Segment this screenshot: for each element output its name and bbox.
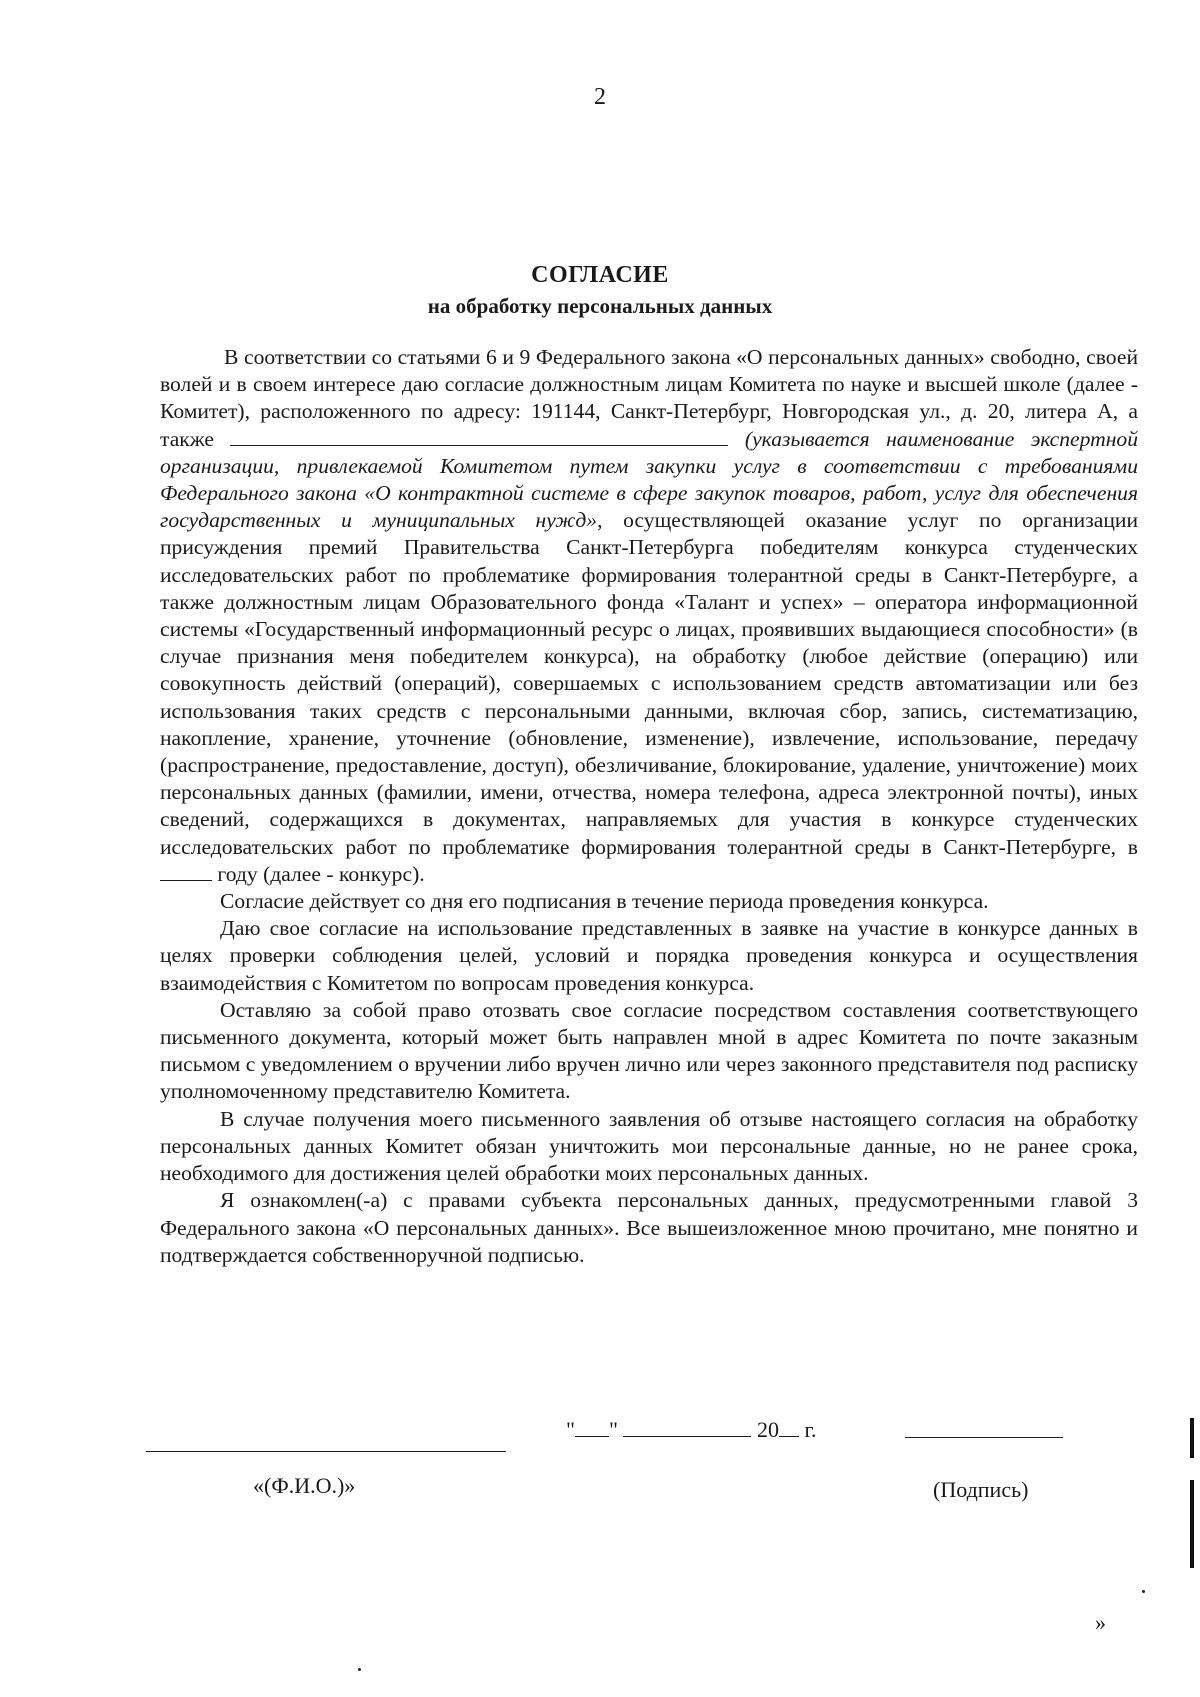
scan-speck [358, 1668, 361, 1671]
paragraph-consent-main [160, 344, 1138, 888]
year-abbrev: г. [804, 1417, 817, 1442]
consent-text-a: В соответствии со статьями 6 и 9 Федерального закона «О персональных данных» свободно, своей волей и в своем интересе даю согласие должностным лицам Комитета по науке и высшей школе (далее - Комитет), расположенного по адресу: 191144, Санкт-Петербург, Новгородская ул., д. 20, литера А, а также [160, 345, 1138, 451]
paragraph-acknowledgement: Я ознакомлен(-а) с правами субъекта персональных данных, предусмотренными главой 3 Федерального закона «О персональных данных». Все вышеизложенное мною прочитано, мне понятно и подтверждается собственноручной подписью. [160, 1188, 1138, 1267]
organization-hint: (указывается наименование экспертной организации, привлекаемой Комитетом путем закупки услуг в соответствии с требованиями Федерального закона «О контрактной системе в сфере закупок товаров, работ, услуг для обеспечения государственных и муниципальных нужд» [160, 426, 1138, 533]
fio-line [146, 1451, 506, 1452]
signature-label: (Подпись) [933, 1477, 1029, 1502]
paragraph-revocation-consequence: В случае получения моего письменного заявления об отзыве настоящего согласия на обработку персональных данных Комитет обязан уничтожить мои персональные данные, но не ранее срока, необходимого для достижения целей обработки моих персональных данных. [160, 1106, 1138, 1186]
organization-name-blank [230, 427, 728, 446]
year-prefix: 20 [756, 1417, 779, 1442]
paragraph-data-usage: Даю свое согласие на использование представленных в заявке на участие в конкурсе данных в целях проверки соблюдения целей, условий и порядка проведения конкурса и осуществления взаимодействия с Комитетом по вопросам проведения конкурса. [160, 916, 1138, 995]
closing-quote: » [1095, 1610, 1106, 1635]
document-subtitle: на обработку персональных данных [427, 294, 773, 318]
scan-edge-mark [1190, 1418, 1194, 1458]
fio-label: «(Ф.И.О.)» [253, 1473, 356, 1498]
scan-speck [1142, 1590, 1145, 1593]
page-number: 2 [594, 84, 606, 110]
scan-edge-mark [1190, 1480, 1194, 1568]
day-blank [575, 1418, 609, 1437]
signature-line [905, 1437, 1063, 1438]
paragraph-revocation-right: Оставляю за собой право отозвать свое согласие посредством составления соответствующего письменного документа, который может быть направлен мной в адрес Комитета по почте заказным письмом с уведомлением о вручении либо вручен лично или через законного представителя под расписку уполномоченному представителю Комитета. [160, 997, 1138, 1104]
date-field: " " 20 г. [566, 1417, 817, 1442]
consent-text-b: , осуществляющей оказание услуг по организации присуждения премий Правительства Санкт-Петербурга победителям конкурса студенческих исследовательских работ по проблематике формирования толерантной среды в Санкт-Петербурге, а также должностным лицам Образовательного фонда «Талант и успех» – оператора информационной системы «Государственный информационный ресурс о лицах, проявивших выдающиеся способности» (в случае признания меня победителем конкурса), на обработку (любое действие (операцию) или совокупность действий (операций), совершаемых с использованием средств автоматизации или без использования таких средств с персональными данными, включая сбор, запись, систематизацию, накопление, хранение, уточнение (обновление, изменение), извлечение, использование, передачу (распространение, предоставление, доступ), обезличивание, блокирование, удаление, уничтожение) моих персональных данных (фамилии, имени, отчества, номера телефона, адреса электронной почты), иных сведений, содержащихся в документах, направляемых для участия в конкурсе студенческих исследовательских работ по проблематике формирования толерантной среды в Санкт-Петербурге, в [160, 508, 1139, 859]
year-suffix-blank [779, 1418, 799, 1437]
year-blank [160, 862, 212, 881]
document-title: СОГЛАСИЕ [531, 262, 669, 288]
signature-block [0, 1417, 1200, 1543]
month-blank [623, 1418, 751, 1437]
consent-text-c: году (далее - конкурс). [212, 861, 425, 886]
document-body [160, 344, 1138, 1269]
paragraph-validity: Согласие действует со дня его подписания в течение периода проведения конкурса. [220, 889, 989, 914]
